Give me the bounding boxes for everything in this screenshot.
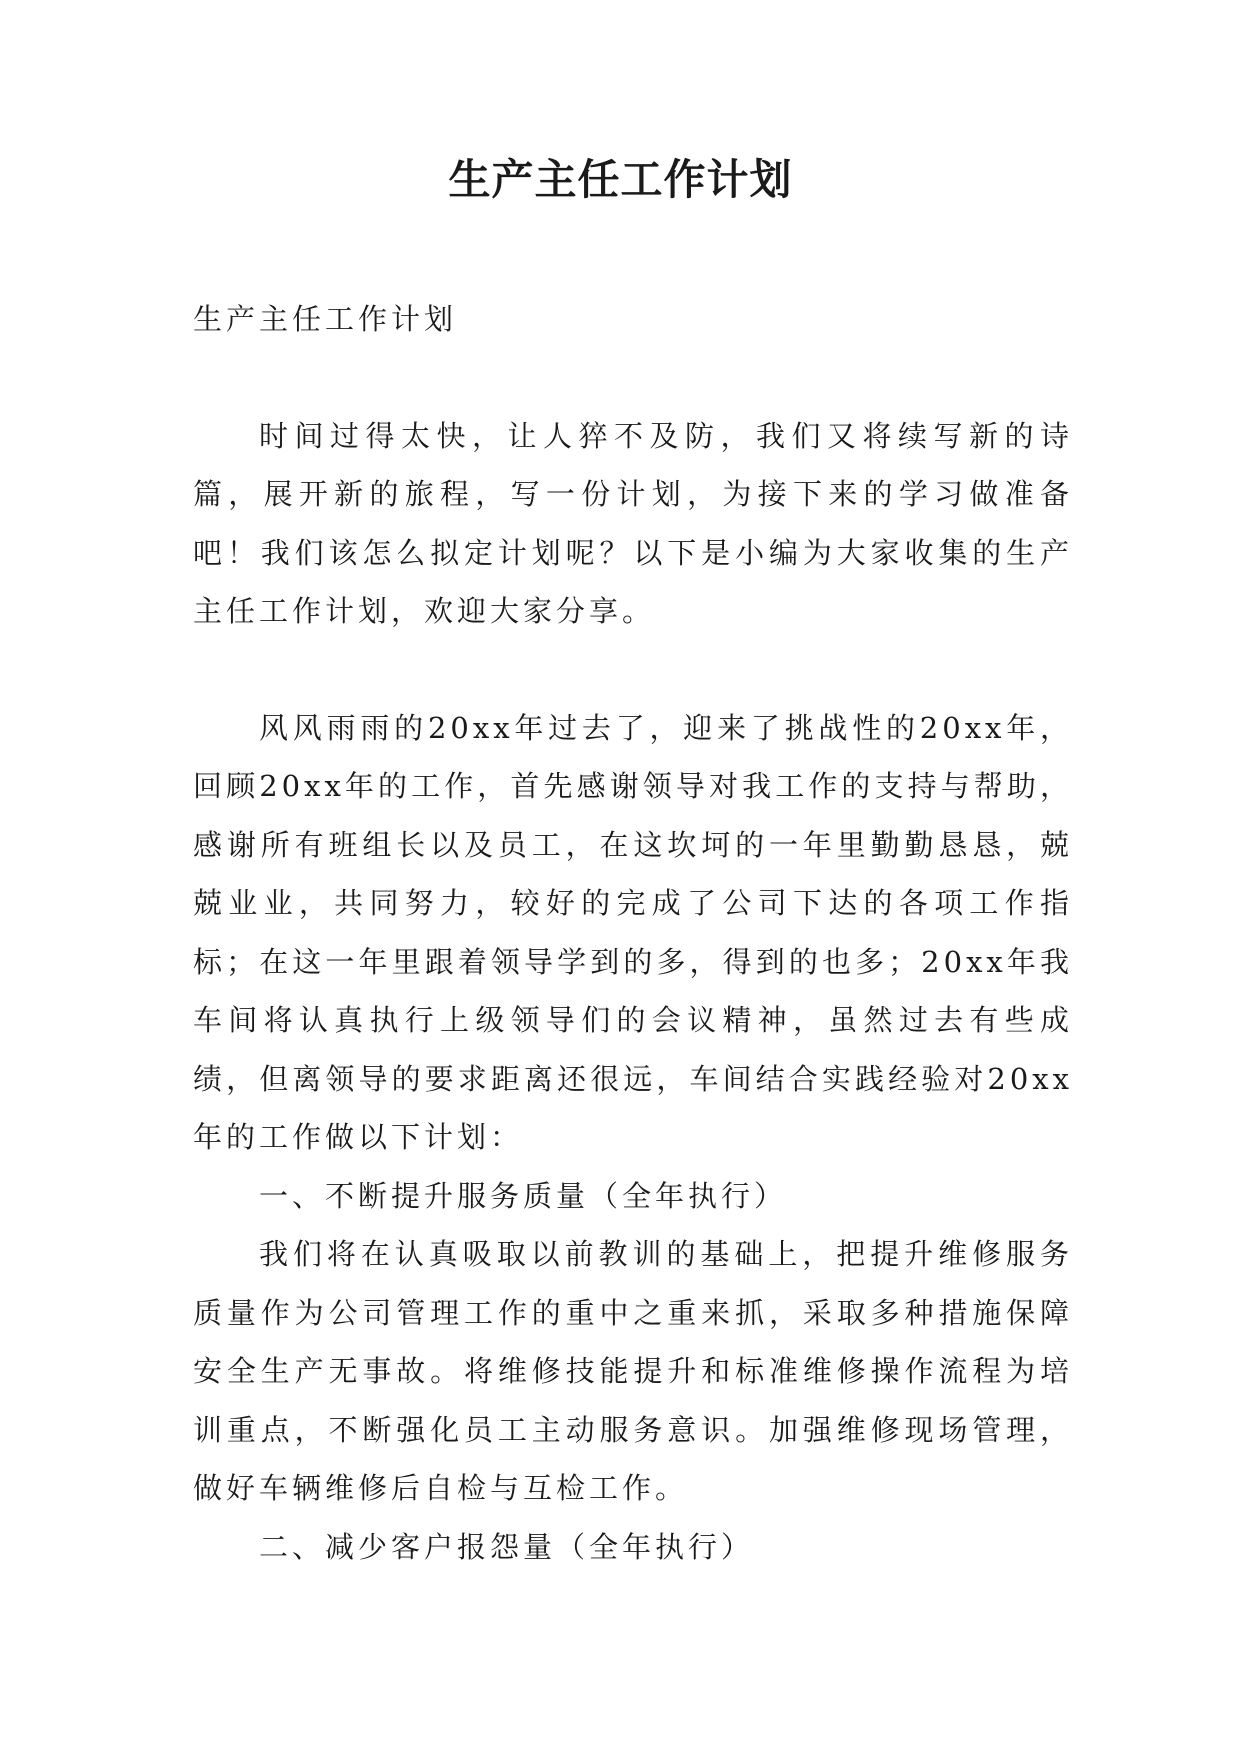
document-subtitle: 生产主任工作计划 — [193, 302, 458, 336]
review-paragraph: 风风雨雨的20xx年过去了，迎来了挑战性的20xx年，回顾20xx年的工作，首先感谢领导对我工作的支持与帮助，感谢所有班组长以及员工，在这坎坷的一年里勤勤恳恳，兢兢业业，共同努力，较好的完成了公司下达的各项工作指标；在这一年里跟着领导学到的多，得到的也多；20xx年我车间将认真执行上级领导们的会议精神，虽然过去有些成绩，但离领导的要求距离还很远，车间结合实践经验对20xx年的工作做以下计划： — [193, 710, 1073, 1154]
intro-paragraph: 时间过得太快，让人猝不及防，我们又将续写新的诗篇，展开新的旅程，写一份计划，为接下来的学习做准备吧！我们该怎么拟定计划呢？以下是小编为大家收集的生产主任工作计划，欢迎大家分享。 — [193, 418, 1073, 628]
document-body — [193, 290, 1073, 1576]
section-heading-1: 一、不断提升服务质量（全年执行） — [259, 1178, 788, 1213]
section-heading-2: 二、减少客户报怨量（全年执行） — [259, 1529, 755, 1564]
section-1-paragraph: 我们将在认真吸取以前教训的基础上，把提升维修服务质量作为公司管理工作的重中之重来抓，采取多种措施保障安全生产无事故。将维修技能提升和标准维修操作流程为培训重点，不断强化员工主动服务意识。加强维修现场管理，做好车辆维修后自检与互检工作。 — [193, 1237, 1073, 1505]
document-title: 生产主任工作计划 — [448, 155, 793, 204]
